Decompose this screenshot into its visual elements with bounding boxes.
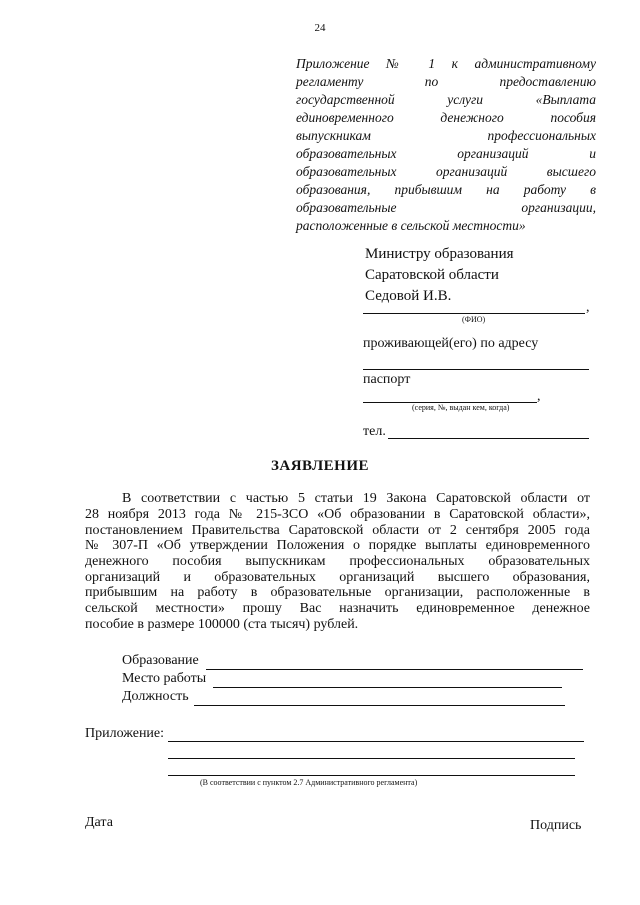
workplace-field[interactable] xyxy=(213,687,562,688)
appendix-line: образовательных организаций и xyxy=(296,146,596,161)
appendix-line: образовательных организаций высшего xyxy=(296,164,596,179)
address-label: проживающей(его) по адресу xyxy=(363,336,539,351)
page-number: 24 xyxy=(314,22,326,34)
addressee-line: Министру образования xyxy=(365,246,514,262)
appendix-line: выпускникам профессиональных xyxy=(296,128,596,143)
body-line: денежного пособия выпускникам профессиональных образовательных xyxy=(85,554,590,569)
body-line: 28 ноября 2013 года № 215-ЗСО «Об образовании в Саратовской области», xyxy=(85,507,590,522)
attachment-label: Приложение: xyxy=(85,726,165,741)
body-line: организаций и образовательных организаций высшего образования, xyxy=(85,570,590,585)
passport-label: паспорт xyxy=(363,372,411,387)
attachment-field-1[interactable] xyxy=(168,741,584,742)
attachment-caption: (В соответствии с пунктом 2.7 Административного регламента) xyxy=(200,778,418,787)
phone-label: тел. xyxy=(363,424,386,439)
body-line: сельской местности» прошу Вас назначить единовременное денежное xyxy=(85,601,590,616)
addressee-line: Саратовской области xyxy=(365,267,499,283)
date-label: Дата xyxy=(85,815,113,830)
name-comma: , xyxy=(586,300,590,315)
phone-field[interactable] xyxy=(388,438,589,439)
education-field[interactable] xyxy=(206,669,583,670)
address-field[interactable] xyxy=(363,369,589,370)
document-title: ЗАЯВЛЕНИЕ xyxy=(270,458,370,474)
body-line: постановлением Правительства Саратовской области от 2 сентября 2005 года xyxy=(85,523,590,538)
appendix-line: государственной услуги «Выплата xyxy=(296,92,596,107)
body-line: прибывшим на работу в образовательные организации, расположенные в xyxy=(85,585,590,600)
passport-caption: (серия, №, выдан кем, когда) xyxy=(412,403,510,412)
name-field[interactable] xyxy=(363,313,585,314)
appendix-line: расположенные в сельской местности» xyxy=(296,218,526,233)
appendix-line: Приложение № 1 к административному xyxy=(296,56,596,71)
position-label: Должность xyxy=(122,689,189,704)
name-caption: (ФИО) xyxy=(462,315,486,324)
attachment-field-3[interactable] xyxy=(168,775,575,776)
education-label: Образование xyxy=(122,653,199,668)
position-field[interactable] xyxy=(194,705,565,706)
addressee-line: Седовой И.В. xyxy=(365,288,452,304)
workplace-label: Место работы xyxy=(122,671,207,686)
appendix-line: образования, прибывшим на работу в xyxy=(296,182,596,197)
body-line: пособие в размере 100000 (ста тысяч) рублей. xyxy=(85,617,359,632)
signature-label: Подпись xyxy=(530,818,582,833)
body-line: № 307-П «Об утверждении Положения о порядке выплаты единовременного xyxy=(85,538,590,553)
appendix-line: образовательные организации, xyxy=(296,200,596,215)
appendix-line: регламенту по предоставлению xyxy=(296,74,596,89)
passport-comma: , xyxy=(537,389,541,404)
attachment-field-2[interactable] xyxy=(168,758,575,759)
body-line: В соответствии с частью 5 статьи 19 Закона Саратовской области от xyxy=(122,491,590,506)
appendix-line: единовременного денежного пособия xyxy=(296,110,596,125)
